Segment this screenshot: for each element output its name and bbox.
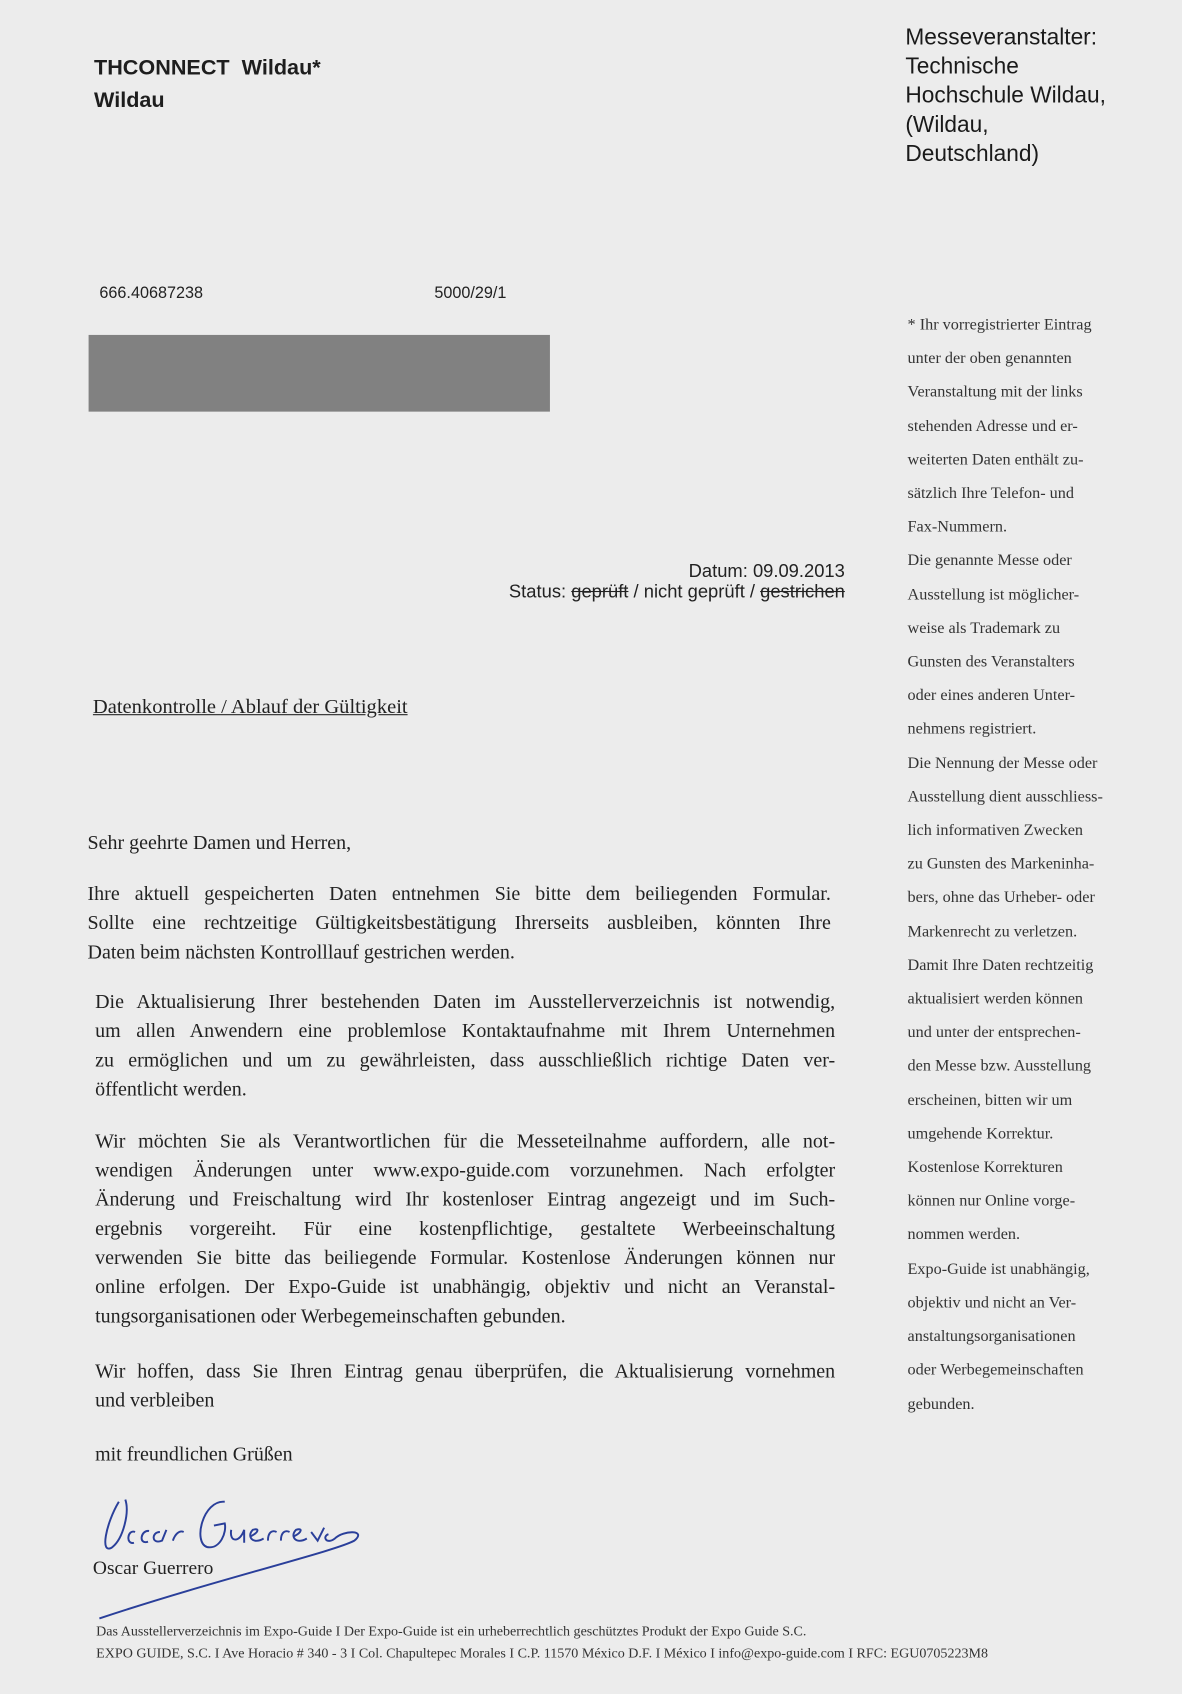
sidebar-note-line: Ausstellung ist möglicher-	[907, 586, 1080, 604]
date-label: Datum:	[688, 560, 748, 582]
status-option-checked: geprüft	[571, 581, 629, 602]
sidebar-note-line: nommen werden.	[907, 1226, 1021, 1245]
paragraph-line: um allen Anwendern eine problemlose Kontaktaufnahme mit Ihrem Unternehmen	[95, 1020, 836, 1043]
paragraph-2	[95, 989, 835, 1106]
sidebar-note-line: bers, ohne das Urheber- oder	[907, 889, 1095, 907]
paragraph-line: ergebnis vorgereiht. Für eine kostenpflichtige, gestaltete Werbeeinschaltung	[95, 1218, 836, 1241]
organizer-block	[905, 23, 1106, 169]
sidebar-note-line: * Ihr vorregistrierter Eintrag	[907, 316, 1092, 334]
paragraph-line: tungsorganisationen oder Werbegemeinschaften gebunden.	[95, 1306, 566, 1328]
sidebar-note-line: Expo-Guide ist unabhängig,	[907, 1260, 1090, 1278]
sidebar-note-line: umgehende Korrektur.	[907, 1125, 1054, 1143]
sidebar-note-line: sätzlich Ihre Telefon- und	[907, 485, 1074, 503]
organizer-line: Technische	[905, 54, 1019, 79]
organizer-line: (Wildau,	[905, 112, 989, 138]
paragraph-3	[95, 1128, 835, 1332]
sidebar-note-line: objektiv und nicht an Ver-	[907, 1294, 1077, 1312]
paragraph-line: Die Aktualisierung Ihrer bestehenden Daten im Ausstellerverzeichnis ist notwendig,	[95, 991, 836, 1014]
sidebar-note-line: weise als Trademark zu	[907, 619, 1061, 638]
organizer-line: Messeveranstalter:	[905, 24, 1098, 50]
paragraph-line: Wir möchten Sie als Verantwortlichen für die Messeteilnahme auffordern, alle not-	[95, 1131, 836, 1153]
signature-image	[86, 1480, 378, 1620]
sidebar-note-line: gebunden.	[907, 1395, 975, 1413]
paragraph-line: Daten beim nächsten Kontrolllauf gestrichen werden.	[87, 942, 515, 964]
status-option-deleted: gestrichen	[760, 581, 845, 602]
date-status-block	[509, 561, 845, 602]
sidebar-note-line: erscheinen, bitten wir um	[907, 1091, 1073, 1110]
sidebar-note-line: stehenden Adresse und er-	[907, 417, 1078, 435]
paragraph-line: wendigen Änderungen unter www.expo-guide.com vorzunehmen. Nach erfolgter	[95, 1160, 836, 1182]
sidebar-note	[908, 309, 1103, 1421]
reference-code: 5000/29/1	[434, 284, 507, 303]
paragraph-line: öffentlicht werden.	[95, 1079, 247, 1101]
sender-address	[94, 52, 321, 117]
sender-line-2: Wildau	[93, 88, 165, 113]
letter-subject: Datenkontrolle / Ablauf der Gültigkeit	[92, 695, 408, 719]
sidebar-note-line: unter der oben genannten	[907, 350, 1072, 368]
sidebar-note-line: oder eines anderen Unter-	[907, 687, 1076, 705]
sidebar-note-line: Die Nennung der Messe oder	[907, 754, 1098, 773]
sidebar-note-line: anstaltungsorganisationen	[907, 1327, 1076, 1346]
sidebar-note-line: Fax-Nummern.	[907, 518, 1008, 537]
sidebar-note-line: Damit Ihre Daten rechtzeitig	[907, 957, 1094, 975]
sidebar-note-line: den Messe bzw. Ausstellung	[907, 1058, 1092, 1076]
sidebar-note-line: lich informativen Zwecken	[907, 822, 1084, 840]
redacted-address	[89, 335, 550, 412]
sidebar-note-line: Gunsten des Veranstalters	[907, 653, 1075, 671]
paragraph-4	[95, 1358, 835, 1416]
closing: mit freundlichen Grüßen	[95, 1444, 293, 1467]
date-value: 09.09.2013	[752, 560, 845, 582]
separator: /	[744, 581, 761, 602]
paragraph-line: Ihre aktuell gespeicherten Daten entnehmen Sie bitte dem beiliegenden Formular.	[87, 883, 831, 906]
separator: /	[628, 581, 644, 602]
sidebar-note-line: Veranstaltung mit der links	[907, 383, 1083, 402]
paragraph-line: verwenden Sie bitte das beiliegende Formular. Kostenlose Änderungen können nur	[95, 1247, 836, 1270]
paragraph-line: Änderung und Freischaltung wird Ihr kostenloser Eintrag angezeigt und im Such-	[95, 1189, 836, 1212]
sidebar-note-line: oder Werbegemeinschaften	[907, 1361, 1084, 1379]
date-line	[509, 561, 845, 582]
sidebar-note-line: können nur Online vorge-	[907, 1193, 1076, 1211]
signer-name: Oscar Guerrero	[92, 1556, 214, 1579]
reference-number: 666.40687238	[99, 284, 204, 303]
paragraph-line: Wir hoffen, dass Sie Ihren Eintrag genau überprüfen, die Aktualisierung vornehmen	[95, 1361, 836, 1383]
sender-line-1: THCONNECT Wildau*	[93, 56, 321, 80]
footer	[96, 1621, 988, 1664]
sidebar-note-line: Markenrecht zu verletzen.	[907, 923, 1078, 941]
paragraph-line: und verbleiben	[95, 1390, 215, 1413]
sidebar-note-line: Die genannte Messe oder	[907, 552, 1072, 570]
sidebar-note-line: nehmens registriert.	[907, 721, 1037, 739]
paragraph-line: zu ermöglichen und um zu gewährleisten, dass ausschließlich richtige Daten ver-	[95, 1050, 836, 1072]
sidebar-note-line: weiterten Daten enthält zu-	[907, 451, 1084, 469]
sidebar-note-line: Kostenlose Korrekturen	[907, 1159, 1063, 1177]
paragraph-line: online erfolgen. Der Expo-Guide ist unabhängig, objektiv und nicht an Veranstal-	[95, 1277, 836, 1299]
status-option-unchecked: nicht geprüft	[643, 581, 745, 602]
organizer-line: Deutschland)	[905, 141, 1040, 167]
paragraph-1	[88, 881, 831, 969]
sidebar-note-line: und unter der entsprechen-	[907, 1024, 1081, 1042]
sidebar-note-line: aktualisiert werden können	[907, 990, 1084, 1009]
paragraph-line: Sollte eine rechtzeitige Gültigkeitsbestätigung Ihrerseits ausbleiben, könnten Ihre	[87, 912, 831, 935]
organizer-line: Hochschule Wildau,	[905, 83, 1106, 109]
salutation: Sehr geehrte Damen und Herren,	[87, 832, 352, 855]
status-label: Status:	[508, 581, 567, 602]
sidebar-note-line: zu Gunsten des Markeninha-	[907, 855, 1095, 874]
sidebar-note-line: Ausstellung dient ausschliess-	[907, 788, 1103, 806]
footer-line-1: Das Ausstellerverzeichnis im Expo-Guide I Der Expo-Guide ist ein urheberrechtlich geschütztes Produkt der Expo Guide S.C.	[96, 1622, 807, 1639]
status-line	[509, 581, 845, 602]
footer-line-2: EXPO GUIDE, S.C. I Ave Horacio # 340 - 3 I Col. Chapultepec Morales I C.P. 11570 México D.F. I México I info@expo-guide.com I RFC: EGU0705223M8	[96, 1644, 989, 1661]
